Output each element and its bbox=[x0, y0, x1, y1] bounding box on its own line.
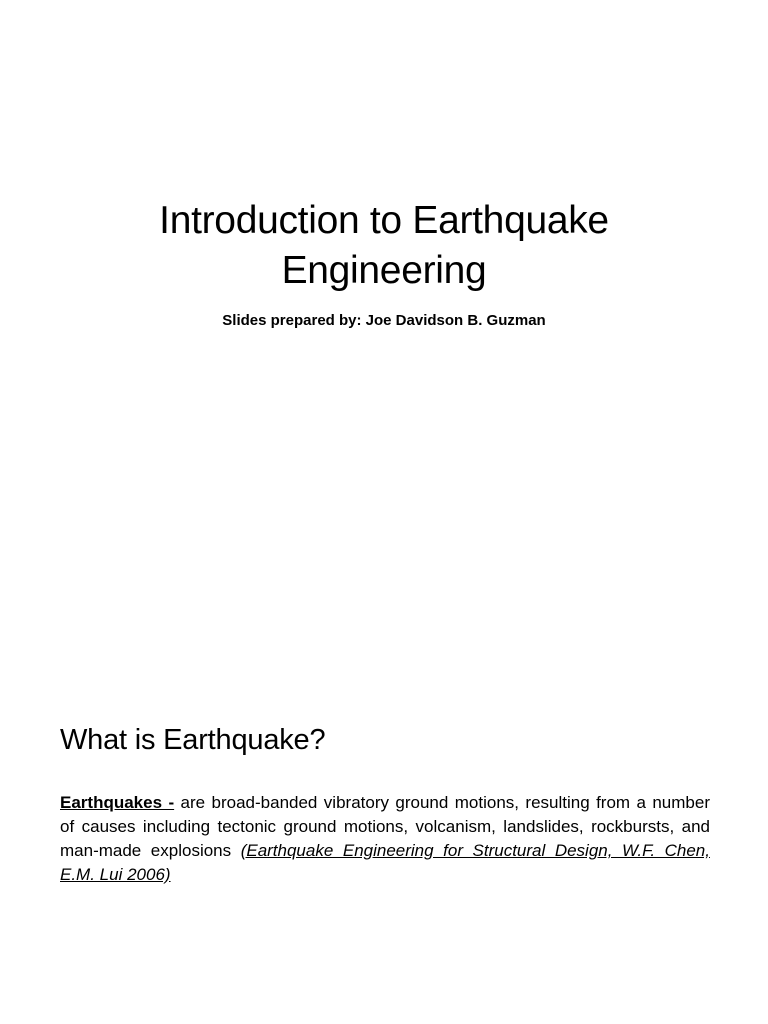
content-slide bbox=[0, 512, 768, 1024]
title-line-1: Introduction to Earthquake bbox=[159, 199, 609, 242]
defined-term: Earthquakes - bbox=[60, 793, 175, 812]
author-credit: Slides prepared by: Joe Davidson B. Guzman bbox=[222, 312, 546, 329]
title-line-2: Engineering bbox=[281, 249, 487, 292]
definition-text: are broad-banded vibratory ground motions, resulting from a number of causes including tectonic ground motions, volcanism, landslides, rockbursts, and man-made explosions bbox=[60, 793, 710, 860]
slide-heading: What is Earthquake? bbox=[60, 724, 326, 756]
citation-text: (Earthquake Engineering for Structural Design, W.F. Chen, E.M. Lui 2006) bbox=[60, 841, 710, 884]
definition-paragraph bbox=[60, 791, 710, 887]
presentation-title bbox=[40, 196, 728, 296]
